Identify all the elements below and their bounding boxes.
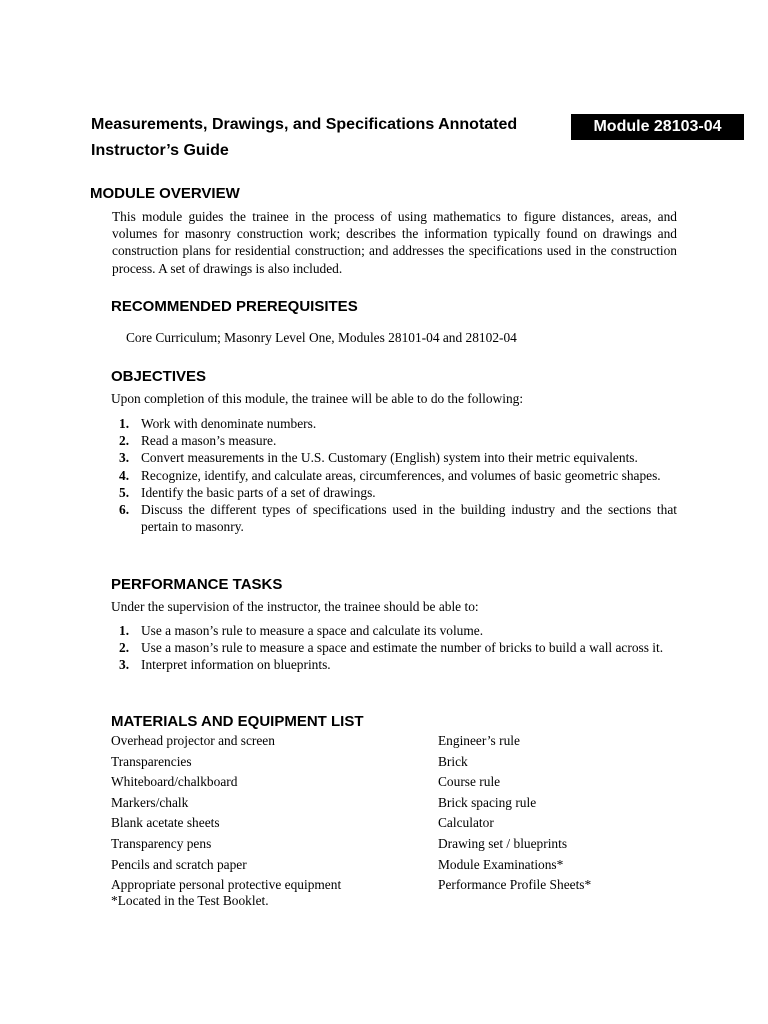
- materials-list-right: [438, 731, 591, 896]
- list-item: Course rule: [438, 774, 501, 790]
- list-item: 3. Interpret information on blueprints.: [119, 657, 331, 673]
- page-title: Measurements, Drawings, and Specifications Annotated Instructor’s Guide: [91, 116, 518, 159]
- list-item: Pencils and scratch paper: [111, 856, 247, 872]
- list-item: 1. Use a mason’s rule to measure a space and calculate its volume.: [119, 623, 484, 638]
- list-item: 2. Use a mason’s rule to measure a space and estimate the number of bricks to build a wall across it.: [119, 640, 664, 656]
- list-item: Transparencies: [111, 753, 192, 769]
- materials-list-left: [111, 731, 341, 896]
- module-overview-heading: MODULE OVERVIEW: [90, 185, 240, 202]
- list-item: Module Examinations*: [438, 856, 564, 872]
- list-item: 1. Work with denominate numbers.: [119, 416, 317, 431]
- list-item: 5. Identify the basic parts of a set of drawings.: [119, 484, 376, 500]
- list-item: Transparency pens: [111, 835, 212, 851]
- objectives-list: [112, 415, 677, 535]
- list-item: 4. Recognize, identify, and calculate areas, circumferences, and volumes of basic geometric shapes.: [119, 467, 661, 483]
- list-item: Brick spacing rule: [438, 794, 537, 810]
- list-item: Performance Profile Sheets*: [438, 877, 592, 893]
- module-number-badge: Module 28103-04: [571, 114, 744, 140]
- list-item: Overhead projector and screen: [111, 733, 275, 748]
- materials-heading: MATERIALS AND EQUIPMENT LIST: [111, 713, 364, 730]
- list-item: Markers/chalk: [111, 794, 189, 810]
- list-item: 2. Read a mason’s measure.: [119, 433, 277, 449]
- module-overview-text: This module guides the trainee in the process of using mathematics to figure distances, areas, and volumes for masonry construction work; describes the information typically found on drawings and construction plans for residential construction; and addresses the specifications used in the construction process. A set of drawings is also included.: [112, 209, 677, 276]
- performance-tasks-heading: PERFORMANCE TASKS: [111, 576, 283, 593]
- list-item: Drawing set / blueprints: [438, 835, 568, 851]
- objectives-intro: Upon completion of this module, the trainee will be able to do the following:: [111, 391, 524, 406]
- performance-tasks-list: [112, 622, 677, 674]
- list-item: Engineer’s rule: [438, 733, 520, 748]
- list-item: Blank acetate sheets: [111, 815, 220, 831]
- list-item: Appropriate personal protective equipment: [111, 877, 342, 893]
- performance-tasks-intro: Under the supervision of the instructor, the trainee should be able to:: [111, 599, 479, 614]
- prerequisites-heading: RECOMMENDED PREREQUISITES: [111, 298, 358, 315]
- list-item: Calculator: [438, 815, 494, 831]
- materials-footnote: *Located in the Test Booklet.: [111, 893, 269, 908]
- list-item: 6. Discuss the different types of specifications used in the building industry and the sections that pertain to masonry.: [119, 502, 677, 535]
- list-item: Brick: [438, 753, 468, 769]
- list-item: 3. Convert measurements in the U.S. Customary (English) system into their metric equivalents.: [119, 450, 638, 466]
- objectives-heading: OBJECTIVES: [111, 368, 207, 385]
- prerequisites-text: Core Curriculum; Masonry Level One, Modules 28101-04 and 28102-04: [126, 330, 517, 345]
- list-item: Whiteboard/chalkboard: [111, 774, 238, 790]
